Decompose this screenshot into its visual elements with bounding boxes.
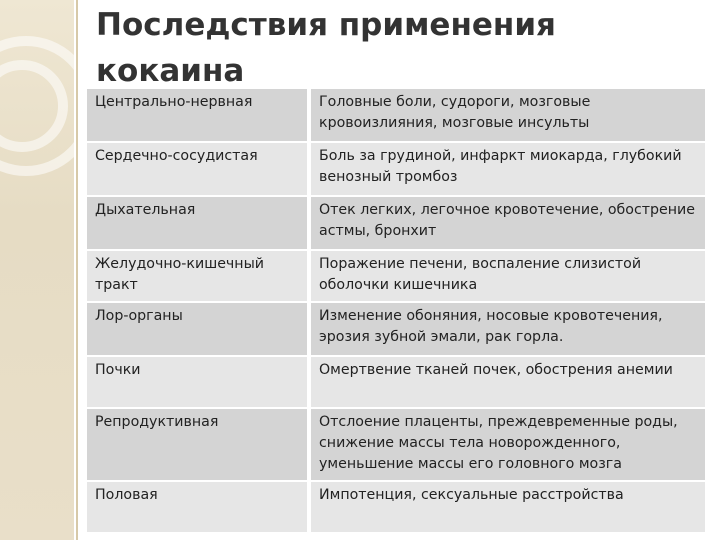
system-cell: Почки [87,357,311,409]
decorative-side-band [0,0,74,540]
system-cell: Репродуктивная [87,409,311,482]
table-row [87,89,705,143]
effects-cell: Изменение обоняния, носовые кровотечения, эрозия зубной эмали, рак горла. [311,303,705,357]
table-row [87,197,705,251]
vertical-rule [76,0,78,540]
table-row [87,357,705,409]
table-row [87,251,705,303]
system-cell: Половая [87,482,311,534]
system-cell: Дыхательная [87,197,311,251]
effects-cell: Боль за грудиной, инфаркт миокарда, глубокий венозный тромбоз [311,143,705,197]
effects-cell: Отек легких, легочное кровотечение, обострение астмы, бронхит [311,197,705,251]
system-cell: Желудочно-кишечный тракт [87,251,311,303]
effects-cell: Импотенция, сексуальные расстройства [311,482,705,534]
effects-cell: Омертвение тканей почек, обострения анемии [311,357,705,409]
effects-table [87,89,705,534]
table-row [87,482,705,534]
system-cell: Лор-органы [87,303,311,357]
effects-cell: Отслоение плаценты, преждевременные роды, снижение массы тела новорожденного, уменьшение массы его головного мозга [311,409,705,482]
table-row [87,303,705,357]
table-row [87,409,705,482]
system-cell: Центрально-нервная [87,89,311,143]
system-cell: Сердечно-сосудистая [87,143,311,197]
page-title: Последствия применения кокаина [96,7,556,89]
effects-cell: Поражение печени, воспаление слизистой оболочки кишечника [311,251,705,303]
effects-cell: Головные боли, судороги, мозговые кровоизлияния, мозговые инсульты [311,89,705,143]
table-row [87,143,705,197]
